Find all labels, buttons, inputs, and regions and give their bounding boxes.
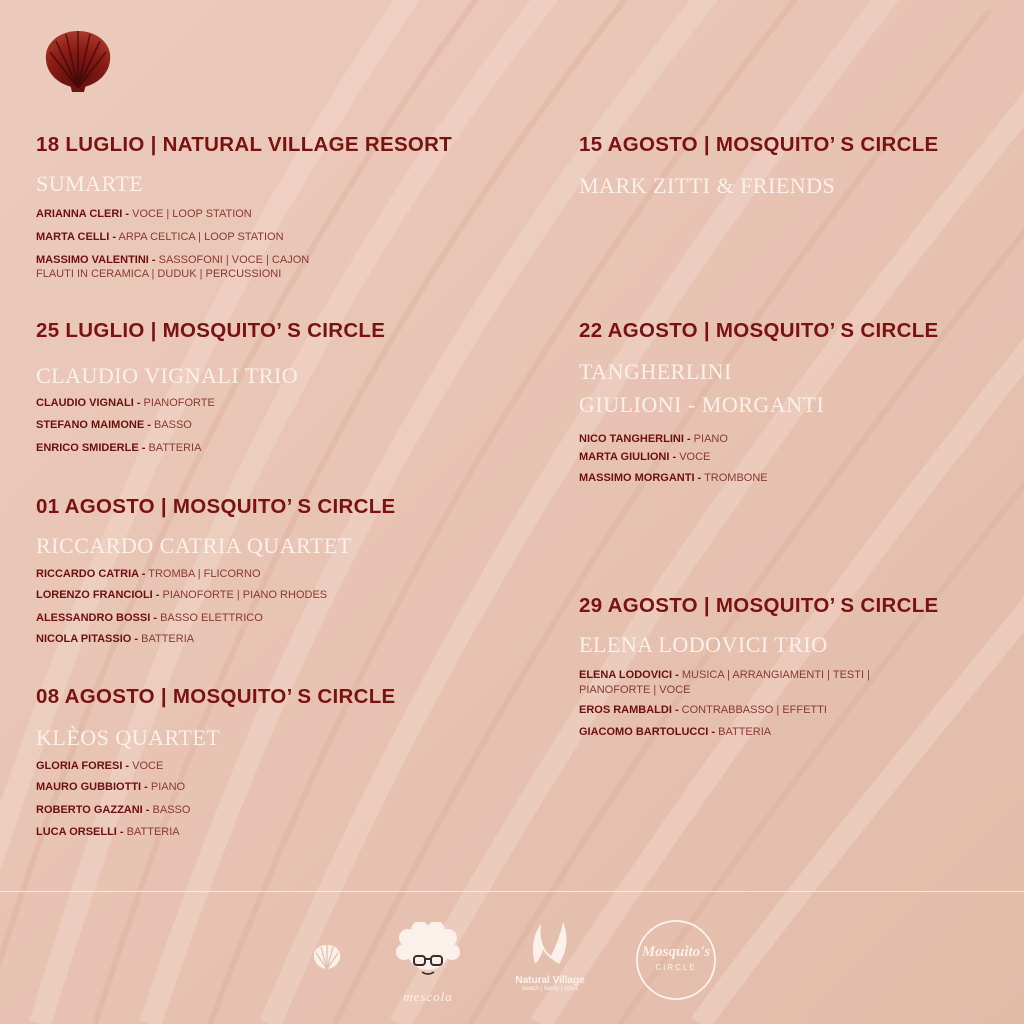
- member-line: MASSIMO VALENTINI - SASSOFONI | VOCE | CAJON: [36, 254, 310, 266]
- natural-village-subtitle: beach | family | sport: [522, 986, 578, 992]
- natural-village-title: Natural Village: [515, 975, 585, 986]
- event-15-agosto: [579, 133, 939, 201]
- event-band: SUMARTE: [36, 171, 144, 196]
- member-line: NICO TANGHERLINI - PIANO: [579, 433, 728, 445]
- member-line: EROS RAMBALDI - CONTRABBASSO | EFFETTI: [579, 704, 827, 716]
- event-band: CLAUDIO VIGNALI TRIO: [36, 363, 299, 388]
- member-line: MARTA GIULIONI - VOCE: [579, 451, 711, 463]
- footer-divider: [0, 891, 1024, 892]
- member-line: ARIANNA CLERI - VOCE | LOOP STATION: [36, 208, 252, 220]
- member-line: MARTA CELLI - ARPA CELTICA | LOOP STATION: [36, 231, 284, 243]
- event-band: RICCARDO CATRIA QUARTET: [36, 533, 352, 558]
- member-line: CLAUDIO VIGNALI - PIANOFORTE: [36, 397, 215, 409]
- natural-village-logo: [505, 920, 595, 1000]
- scallop-shell-icon: [42, 28, 114, 94]
- event-date: 22 AGOSTO | MOSQUITO’ S CIRCLE: [579, 319, 939, 342]
- member-line: LUCA ORSELLI - BATTERIA: [36, 826, 180, 838]
- member-line: NICOLA PITASSIO - BATTERIA: [36, 633, 195, 645]
- mosquitos-circle-logo: [636, 920, 716, 1000]
- event-date: 18 LUGLIO | NATURAL VILLAGE RESORT: [36, 133, 453, 156]
- event-18-luglio: [36, 133, 452, 281]
- member-line: GIACOMO BARTOLUCCI - BATTERIA: [579, 726, 772, 738]
- event-date: 01 AGOSTO | MOSQUITO’ S CIRCLE: [36, 495, 396, 518]
- event-band: TANGHERLINI: [579, 359, 732, 384]
- member-line: ENRICO SMIDERLE - BATTERIA: [36, 442, 202, 454]
- event-band: ELENA LODOVICI TRIO: [579, 632, 828, 657]
- natural-village-wave-icon: [525, 920, 575, 968]
- member-line: ROBERTO GAZZANI - BASSO: [36, 804, 191, 816]
- event-date: 29 AGOSTO | MOSQUITO’ S CIRCLE: [579, 594, 939, 617]
- member-line: MAURO GUBBIOTTI - PIANO: [36, 781, 186, 793]
- member-line: LORENZO FRANCIOLI - PIANOFORTE | PIANO RHODES: [36, 589, 328, 601]
- member-line: MASSIMO MORGANTI - TROMBONE: [579, 472, 768, 484]
- event-date: 08 AGOSTO | MOSQUITO’ S CIRCLE: [36, 685, 396, 708]
- event-date: 15 AGOSTO | MOSQUITO’ S CIRCLE: [579, 133, 939, 156]
- event-band-line-2: GIULIONI - MORGANTI: [579, 392, 825, 417]
- member-line: STEFANO MAIMONE - BASSO: [36, 419, 192, 431]
- member-line: RICCARDO CATRIA - TROMBA | FLICORNO: [36, 568, 261, 580]
- event-29-agosto: [579, 594, 939, 739]
- member-line: FLAUTI IN CERAMICA | DUDUK | PERCUSSIONI: [36, 268, 282, 280]
- event-22-agosto: [579, 319, 939, 485]
- mescola-logo: [392, 922, 464, 1004]
- member-line: ALESSANDRO BOSSI - BASSO ELETTRICO: [36, 612, 263, 624]
- member-line: GLORIA FORESI - VOCE: [36, 760, 164, 772]
- member-line: ELENA LODOVICI - MUSICA | ARRANGIAMENTI | TESTI |: [579, 669, 870, 681]
- event-25-luglio: [36, 319, 385, 455]
- event-band: MARK ZITTI & FRIENDS: [579, 173, 836, 198]
- mosquitos-subtitle: CIRCLE: [655, 963, 697, 972]
- event-band: KLÈOS QUARTET: [36, 725, 221, 750]
- event-date: 25 LUGLIO | MOSQUITO’ S CIRCLE: [36, 319, 386, 342]
- event-08-agosto: [36, 685, 396, 839]
- mosquitos-title: Mosquito's: [641, 944, 711, 960]
- mescola-text: mescola: [403, 989, 453, 1004]
- shell-logo-icon: [312, 943, 342, 971]
- member-line: PIANOFORTE | VOCE: [579, 684, 691, 696]
- event-01-agosto: [36, 495, 396, 646]
- curly-hair-face-icon: [392, 922, 464, 982]
